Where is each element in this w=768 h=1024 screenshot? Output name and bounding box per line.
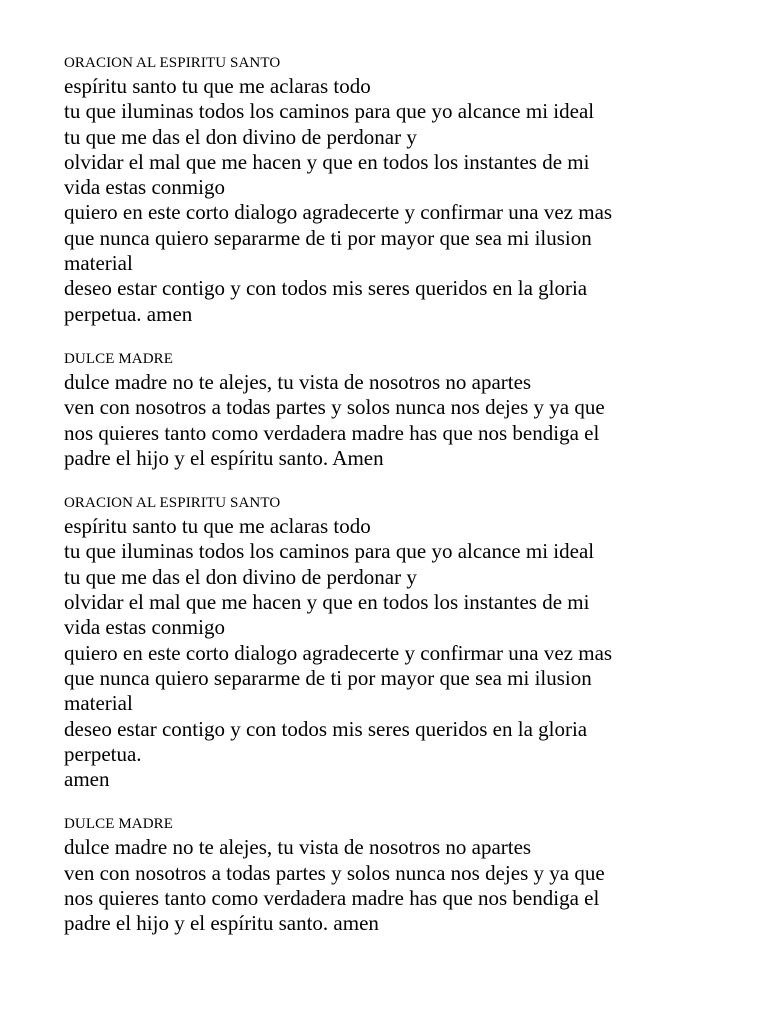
prayer-section xyxy=(64,348,744,471)
text-line: deseo estar contigo y con todos mis seres queridos en la gloria xyxy=(64,276,588,301)
text-line: material xyxy=(64,691,133,716)
text-line: amen xyxy=(64,767,110,792)
prayer-section xyxy=(64,492,744,792)
prayer-section xyxy=(64,813,744,936)
text-line: tu que me das el don divino de perdonar y xyxy=(64,564,417,589)
text-line: espíritu santo tu que me aclaras todo xyxy=(64,514,371,539)
document-page xyxy=(64,52,744,958)
text-line: espíritu santo tu que me aclaras todo xyxy=(64,74,371,98)
text-line: tu que iluminas todos los caminos para que yo alcance mi ideal xyxy=(64,539,595,564)
text-line: ven con nosotros a todas partes y solos nunca nos dejes y ya que xyxy=(64,395,605,420)
text-line: vida estas conmigo xyxy=(64,615,225,640)
text-line: deseo estar contigo y con todos mis seres queridos en la gloria xyxy=(64,716,588,741)
section-title: DULCE MADRE xyxy=(64,816,174,833)
text-line: que nunca quiero separarme de ti por mayor que sea mi ilusion xyxy=(64,665,592,690)
text-line: perpetua. amen xyxy=(64,301,193,326)
text-line: padre el hijo y el espíritu santo. amen xyxy=(64,911,379,936)
section-title: ORACION AL ESPIRITU SANTO xyxy=(64,495,281,512)
text-line: quiero en este corto dialogo agradecerte y confirmar una vez mas xyxy=(64,640,613,665)
text-line: dulce madre no te alejes, tu vista de nosotros no apartes xyxy=(64,369,532,394)
text-line: vida estas conmigo xyxy=(64,175,225,200)
text-line: que nunca quiero separarme de ti por mayor que sea mi ilusion xyxy=(64,225,592,250)
prayer-section xyxy=(64,52,744,327)
text-line: olvidar el mal que me hacen y que en todos los instantes de mi xyxy=(64,149,590,174)
text-line: olvidar el mal que me hacen y que en todos los instantes de mi xyxy=(64,590,590,615)
text-line: ven con nosotros a todas partes y solos nunca nos dejes y ya que xyxy=(64,860,605,885)
section-title: DULCE MADRE xyxy=(64,350,174,367)
section-title: ORACION AL ESPIRITU SANTO xyxy=(64,55,281,71)
text-line: material xyxy=(64,251,133,276)
text-line: dulce madre no te alejes, tu vista de nosotros no apartes xyxy=(64,835,532,860)
text-line: nos quieres tanto como verdadera madre has que nos bendiga el xyxy=(64,886,600,911)
text-line: perpetua. xyxy=(64,741,142,766)
text-line: tu que iluminas todos los caminos para que yo alcance mi ideal xyxy=(64,99,595,124)
text-line: padre el hijo y el espíritu santo. Amen xyxy=(64,445,384,470)
text-line: tu que me das el don divino de perdonar y xyxy=(64,124,417,149)
text-line: quiero en este corto dialogo agradecerte y confirmar una vez mas xyxy=(64,200,613,225)
text-line: nos quieres tanto como verdadera madre has que nos bendiga el xyxy=(64,420,600,445)
